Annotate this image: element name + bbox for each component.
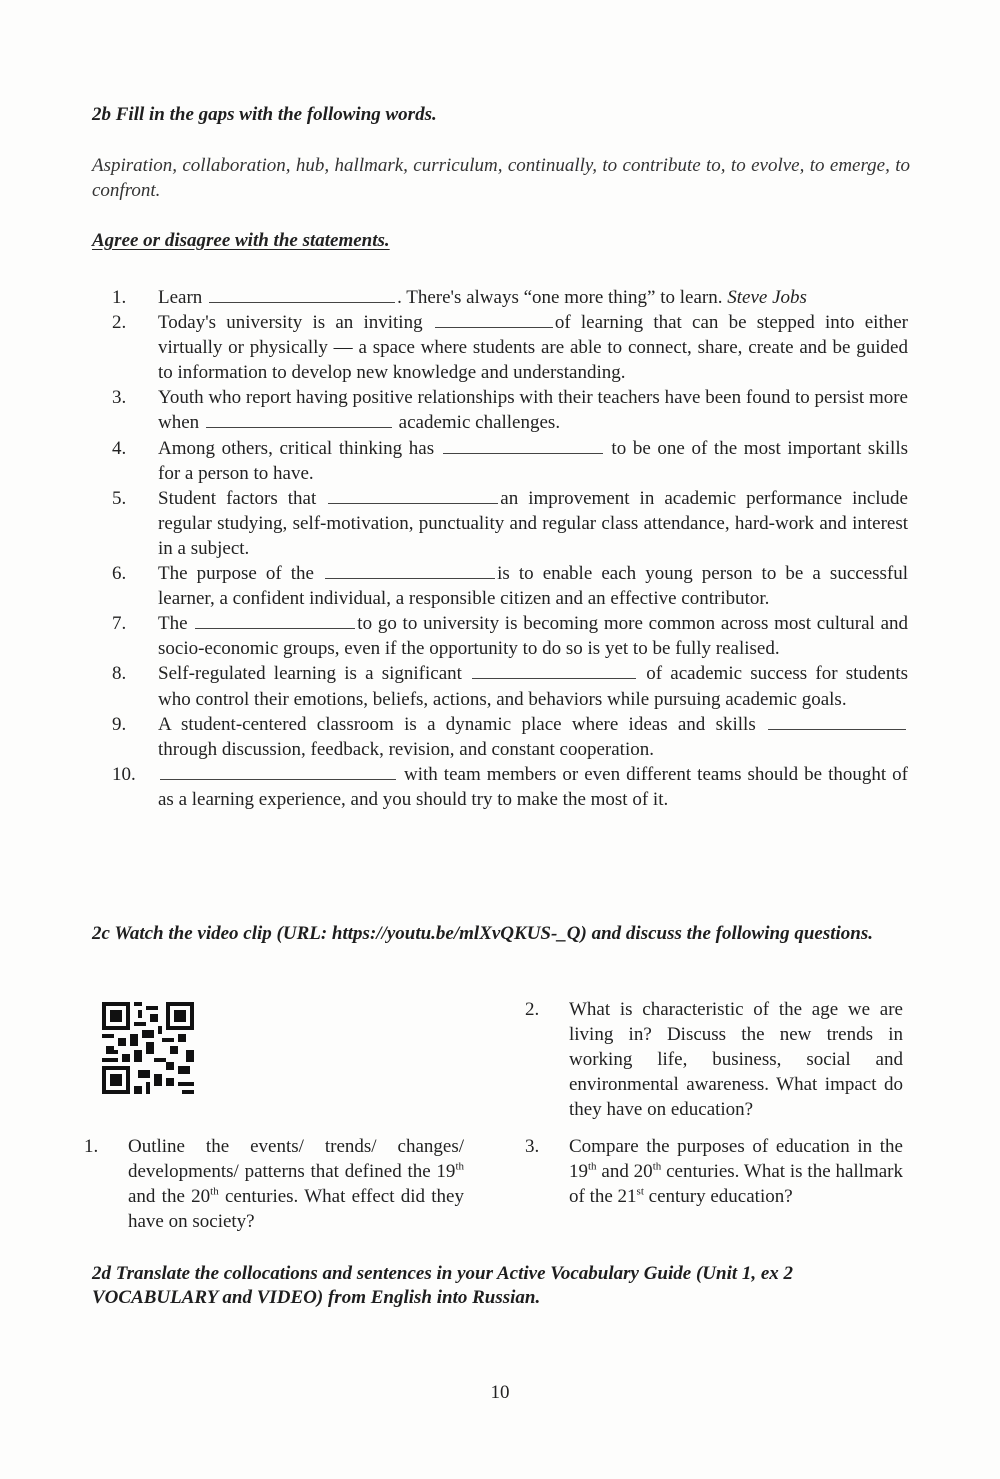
gap-blank[interactable] bbox=[209, 286, 395, 303]
question-text: and the 20 bbox=[128, 1186, 211, 1207]
list-item bbox=[112, 436, 908, 486]
item-text: The purpose of the bbox=[158, 563, 314, 585]
item-number: 10. bbox=[112, 763, 136, 785]
item-text: of academic success for students who control their emotions, beliefs, actions, and behaviors while pursuing academic goals. bbox=[158, 663, 908, 710]
question-number: 1. bbox=[84, 1136, 99, 1157]
item-text: Learn bbox=[158, 287, 203, 308]
question-text: Compare the purposes of education in the 19 bbox=[569, 1136, 903, 1182]
item-text: is to enable each young person to be a successful learner, a confident individual, a responsible citizen and an effective contributor. bbox=[158, 563, 909, 610]
question-3 bbox=[525, 1134, 904, 1209]
question-text: and 20 bbox=[596, 1161, 653, 1182]
question-2 bbox=[525, 997, 903, 1122]
word-list: Aspiration, collaboration, hub, hallmark, curriculum, continually, to contribute to, to evolve, to emerge, to confront. bbox=[92, 155, 910, 201]
item-text: The bbox=[158, 613, 188, 635]
gap-blank[interactable] bbox=[472, 662, 636, 679]
superscript: st bbox=[636, 1185, 644, 1198]
question-number: 2. bbox=[525, 999, 540, 1020]
gap-blank[interactable] bbox=[435, 311, 553, 328]
item-text: an improvement in academic performance include regular studying, self-motivation, punctuality and regular class attendance, hard-work and interest in a subject. bbox=[158, 487, 908, 559]
item-text: Student factors that bbox=[158, 487, 317, 509]
item-number: 4. bbox=[112, 437, 127, 459]
item-text: through discussion, feedback, revision, and constant cooperation. bbox=[158, 738, 654, 760]
item-number: 8. bbox=[112, 663, 127, 685]
item-number: 3. bbox=[112, 387, 127, 409]
item-text: to be one of the most important skills for a person to have. bbox=[158, 437, 909, 484]
gap-blank[interactable] bbox=[195, 612, 355, 629]
heading-2b: 2b Fill in the gaps with the following words. bbox=[92, 104, 437, 125]
item-number: 2. bbox=[112, 312, 127, 334]
gap-blank[interactable] bbox=[443, 437, 603, 454]
item-text: . There's always “one more thing” to learn. bbox=[397, 287, 723, 308]
superscript: th bbox=[652, 1160, 662, 1173]
question-1 bbox=[84, 1134, 464, 1234]
item-text: with team members or even different teams should be thought of as a learning experience, and you should try to make the most of it. bbox=[158, 763, 908, 810]
question-text: What is characteristic of the age we are living in? Discuss the new trends in working life, business, social and environmental awareness. What impact do they have on education? bbox=[569, 999, 903, 1120]
item-text: Among others, critical thinking has bbox=[158, 437, 435, 459]
list-item bbox=[112, 310, 908, 385]
question-text: Outline the events/ trends/ changes/ developments/ patterns that defined the 19 bbox=[128, 1136, 464, 1182]
item-text: Self-regulated learning is a significant bbox=[158, 663, 462, 685]
heading-2c: 2c Watch the video clip (URL: https://youtu.be/mlXvQKUS-_Q) and discuss the following questions. bbox=[92, 923, 873, 944]
gap-blank[interactable] bbox=[160, 763, 396, 780]
list-item bbox=[112, 661, 908, 711]
list-item bbox=[112, 712, 908, 762]
question-text: centuries. What effect did they have on society? bbox=[128, 1186, 464, 1232]
item-text: to go to university is becoming more common across most cultural and socio-economic groups, even if the opportunity to do so is yet to be fully realised. bbox=[158, 613, 909, 660]
item-text: of learning that can be stepped into either virtually or physically — a space where students are able to connect, share, create and be guided to information to develop new knowledge and understanding. bbox=[158, 312, 909, 384]
question-text: century education? bbox=[643, 1186, 793, 1207]
item-number: 6. bbox=[112, 563, 127, 585]
list-item bbox=[112, 385, 908, 435]
page-number: 10 bbox=[490, 1382, 510, 1403]
item-text: A student-centered classroom is a dynamic place where ideas and skills bbox=[158, 713, 756, 735]
list-item bbox=[112, 486, 908, 561]
quote-author: Steve Jobs bbox=[727, 287, 807, 308]
superscript: th bbox=[455, 1160, 464, 1173]
superscript: th bbox=[210, 1185, 219, 1198]
list-item bbox=[112, 285, 908, 310]
gap-blank[interactable] bbox=[206, 411, 392, 428]
item-text: Today's university is an inviting bbox=[158, 312, 423, 334]
item-number: 5. bbox=[112, 487, 127, 509]
item-number: 9. bbox=[112, 713, 127, 735]
item-number: 1. bbox=[112, 287, 127, 308]
item-number: 7. bbox=[112, 613, 127, 635]
subheading-agree: Agree or disagree with the statements. bbox=[92, 230, 390, 251]
gap-blank[interactable] bbox=[328, 487, 498, 504]
item-text: Youth who report having positive relationships with their teachers have been found to persist more when bbox=[158, 387, 908, 434]
qr-code-icon bbox=[102, 1002, 194, 1094]
list-item bbox=[112, 762, 908, 812]
superscript: th bbox=[588, 1160, 597, 1173]
gap-blank[interactable] bbox=[325, 562, 495, 579]
list-item bbox=[112, 561, 908, 611]
heading-2d: 2d Translate the collocations and sentences in your Active Vocabulary Guide (Unit 1, ex 2 VOCABULARY and VIDEO) from English into Russian. bbox=[92, 1263, 794, 1308]
list-item bbox=[112, 611, 908, 661]
gap-fill-list bbox=[112, 285, 908, 812]
question-text: centuries. What is the hallmark of the 21 bbox=[569, 1161, 904, 1207]
question-number: 3. bbox=[525, 1136, 540, 1157]
gap-blank[interactable] bbox=[768, 713, 906, 730]
item-text: academic challenges. bbox=[398, 412, 561, 434]
